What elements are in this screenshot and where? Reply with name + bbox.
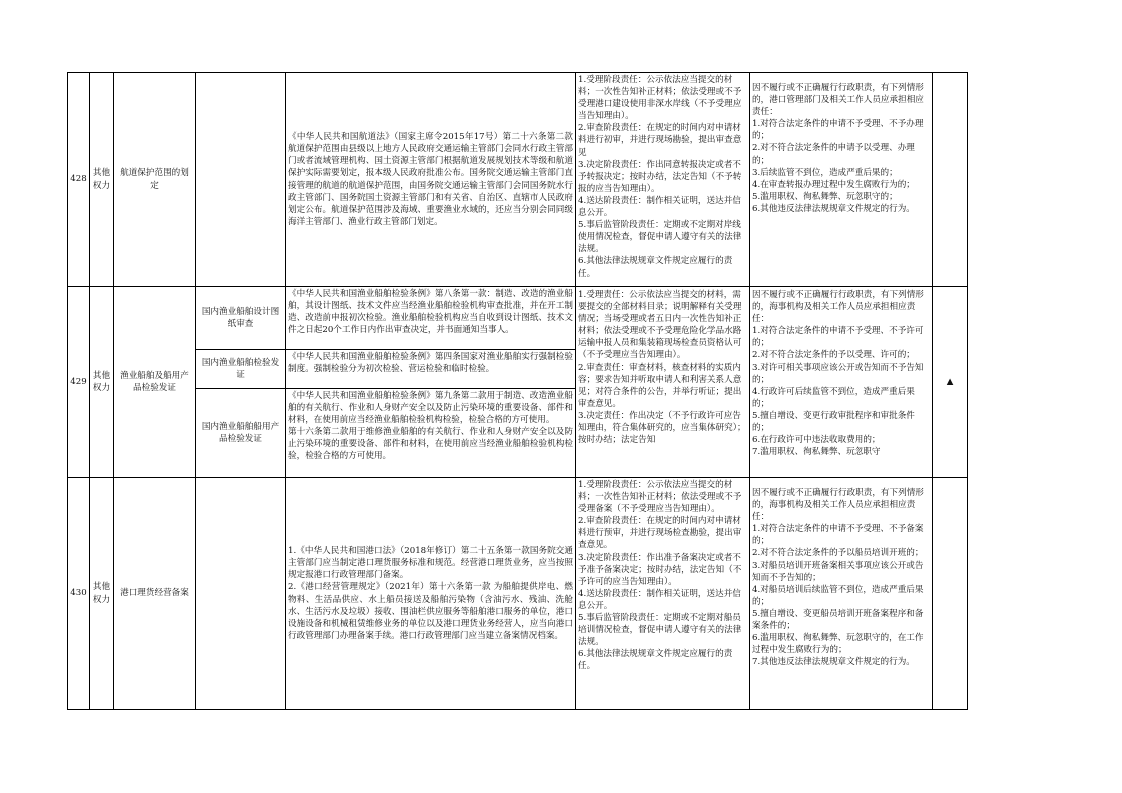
- mark-cell: [933, 73, 968, 287]
- power-name: 港口理货经营备案: [114, 478, 196, 710]
- power-name: 渔业船舶及船用产品检验发证: [114, 287, 196, 478]
- legal-basis: [286, 287, 576, 350]
- sub-item-name: 国内渔业船舶设计图纸审查: [196, 287, 286, 350]
- legal-basis: [286, 389, 576, 478]
- mark-cell: [933, 478, 968, 710]
- legal-basis-text: 《中华人民共和国航道法》（国家主席令2015年17号）第二十六条第二款航道保护范围由县级以上地方人民政府交通运输主管部门会同水行政主管部门或者流域管理机构、国土资源主管部门根据航道发展规划技术等级和航道保护实际需要划定，报本级人民政府批准公布。国务院交通运输主管部门直接管理的航道的航道保护范围，由国务院交通运输主管部门会同国务院水行政主管部门、国务院国土资源主管部门和有关省、自治区、直辖市人民政府划定公布。航道保护范围涉及海域、重要渔业水域的，还应当分别会同同级海洋主管部门、渔业行政主管部门划定。: [288, 132, 573, 227]
- legal-basis-text: 《中华人民共和国渔业船舶检验条例》第九条第二款用于制造、改造渔业船舶的有关航行、作业和人身财产安全以及防止污染环境的重要设备、部件和材料，在使用前应当经渔业船舶检验机构检验，检验合格的方可使用。 第十六条第二款用于维修渔业船舶的有关航行、作业和人身财产安全以及防止污染环境的重要设备、部件和材料，在使用前应当经渔业船舶检验机构检验，检验合格的方可使用。: [288, 391, 573, 462]
- duty-cell: [576, 478, 750, 710]
- legal-basis-text: 《中华人民共和国渔业船舶检验条例》第四条国家对渔业船舶实行强制检验制度。强制检验分为初次检验、营运检验和临时检验。: [288, 352, 573, 375]
- duty-text: 1.受理阶段责任：公示依法应当提交的材料；一次性告知补正材料；依法受理或不予受理备案（不予受理应当告知理由）。 2.审查阶段责任：在规定的时间内对申请材料进行预审，并进行现场检查勘验，提出审查意见。 3.决定阶段责任：作出准予备案决定或者不予准予备案决定；按时办结，法定告知（不予许可的应当告知理由）。 4.送达阶段责任：制作相关证明，送达并信息公开。 5.事后监管阶段责任：定期或不定期对船员培训情况检查，督促申请人遵守有关的法律法规。 6.其他法律法规规章文件规定应履行的责任。: [578, 480, 742, 672]
- sub-item-cell: [196, 478, 286, 710]
- legal-basis-text: 《中华人民共和国渔业船舶检验条例》第八条第一款：制造、改造的渔业船舶，其设计图纸、技术文件应当经渔业船舶检验机构审查批准，并在开工制造、改造前申报初次检验。渔业船舶检验机构应当自收到设计图纸、技术文件之日起20个工作日内作出审查决定，并书面通知当事人。: [288, 289, 573, 336]
- sub-item-cell: [196, 73, 286, 287]
- power-category: 其他权力: [90, 478, 114, 710]
- legal-basis: [286, 73, 576, 287]
- power-category: 其他权力: [90, 73, 114, 287]
- sub-item-name: 国内渔业船舶船用产品检验发证: [196, 389, 286, 478]
- duty-cell: [576, 287, 750, 478]
- duty-text: 1.受理阶段责任：公示依法应当提交的材料；一次性告知补正材料；依法受理或不予受理港口建设使用非深水岸线（不予受理应当告知理由）。 2.审查阶段责任：在规定的时间内对申请材料进行初审，并进行现场勘验，提出审查意见 3.决定阶段责任：作出同意转报决定或者不予转报决定；按时办结，法定告知（不予转报的应当告知理由）。 4.送达阶段责任：制作相关证明，送达并信息公开。 5.事后监管阶段责任：定期或不定期对岸线使用情况检查，督促申请人遵守有关的法律法规。 6.其他法律法规规章文件规定应履行的责任。: [578, 75, 742, 279]
- liability-cell: [750, 287, 933, 478]
- sub-item-name: 国内渔业船舶检验发证: [196, 350, 286, 389]
- liability-text: 因不履行或不正确履行行政职责，有下列情形的，港口管理部门及相关工作人员应承担相应责任： 1.对符合法定条件的申请不予受理、不予办理的； 2.对不符合法定条件的申请予以受理、办理的； 3.后续监管不到位，造成严重后果的； 4.在审查转报办理过程中发生腐败行为的； 5.滥用职权、徇私舞弊、玩忽职守的； 6.其他违反法律法规规章文件规定的行为。: [752, 83, 924, 214]
- duty-cell: [576, 73, 750, 287]
- duty-text: 1.受理责任：公示依法应当提交的材料，需要提交的全部材料目录；说明解释有关受理情况；当场受理或者五日内一次性告知补正材料；依法受理或不予受理危险化学品水路运输申报人员和集装箱现场检查员资格认可（不予受理应当告知理由）。 2.审查责任：审查材料，核查材料的实质内容；要求告知并听取申请人和利害关系人意见；对符合条件的公告，并举行听证；提出审查意见。 3.决定责任：作出决定（不予行政许可应告知理由，符合集体研究的，应当集体研究）；按时办结；法定告知: [578, 290, 746, 446]
- power-category: 其他权力: [90, 287, 114, 478]
- liability-text: 因不履行或不正确履行行政职责，有下列情形的，海事机构及相关工作人员应承担相应责任： 1.对符合法定条件的申请不予受理、不予许可的； 2.对不符合法定条件的予以受理、许可的； 3.对许可相关事项应该公开或告知而不予告知的； 4.行政许可后续监管不到位，造成严重后果的； 5.擅自增设、变更行政审批程序和审批条件的； 6.在行政许可中违法收取费用的； 7.滥用职权、徇私舞弊、玩忽职守: [752, 290, 924, 458]
- row-number: 430: [68, 478, 90, 710]
- legal-basis: [286, 350, 576, 389]
- legal-basis-text: 1.《中华人民共和国港口法》（2018年修订）第二十五条第一款国务院交通主管部门应当制定港口理货服务标准和规范。经营港口理货业务，应当按照规定报港口行政管理部门备案。 2.《港口经营管理规定》（2021年）第十六条第一款 为船舶提供岸电、燃物料、生活品供应、水上船员接送及船舶污染物（含油污水、残油、洗舱水、生活污水及垃圾）接收、围油栏供应服务等船舶港口服务的单位，港口设施设备和机械租赁维修业务的单位以及港口理货业务经营人，应当向港口行政管理部门办理备案手续。港口行政管理部门应当建立备案情况档案。: [288, 546, 573, 641]
- liability-text: 因不履行或不正确履行行政职责，有下列情形的，海事机构及相关工作人员应承担相应责任： 1.对符合法定条件的申请不予受理、不予备案的； 2.对不符合法定条件的予以船员培训开班的； 3.对船员培训开班备案相关事项应该公开或告知而不予告知的； 4.对船员培训后续监管不到位，造成严重后果的； 5.擅自增设、变更船员培训开班备案程序和备案条件的； 6.滥用职权、徇私舞弊、玩忽职守的，在工作过程中发生腐败行为的； 7.其他违反法律法规规章文件规定的行为。: [752, 488, 924, 668]
- table-row: [68, 478, 968, 710]
- triangle-mark-icon: ▲: [933, 287, 968, 478]
- row-number: 428: [68, 73, 90, 287]
- row-number: 429: [68, 287, 90, 478]
- legal-basis: [286, 478, 576, 710]
- power-name: 航道保护范围的划定: [114, 73, 196, 287]
- liability-cell: [750, 478, 933, 710]
- liability-cell: [750, 73, 933, 287]
- table-row: [68, 287, 968, 350]
- power-list-table: [67, 72, 968, 710]
- table-row: [68, 73, 968, 287]
